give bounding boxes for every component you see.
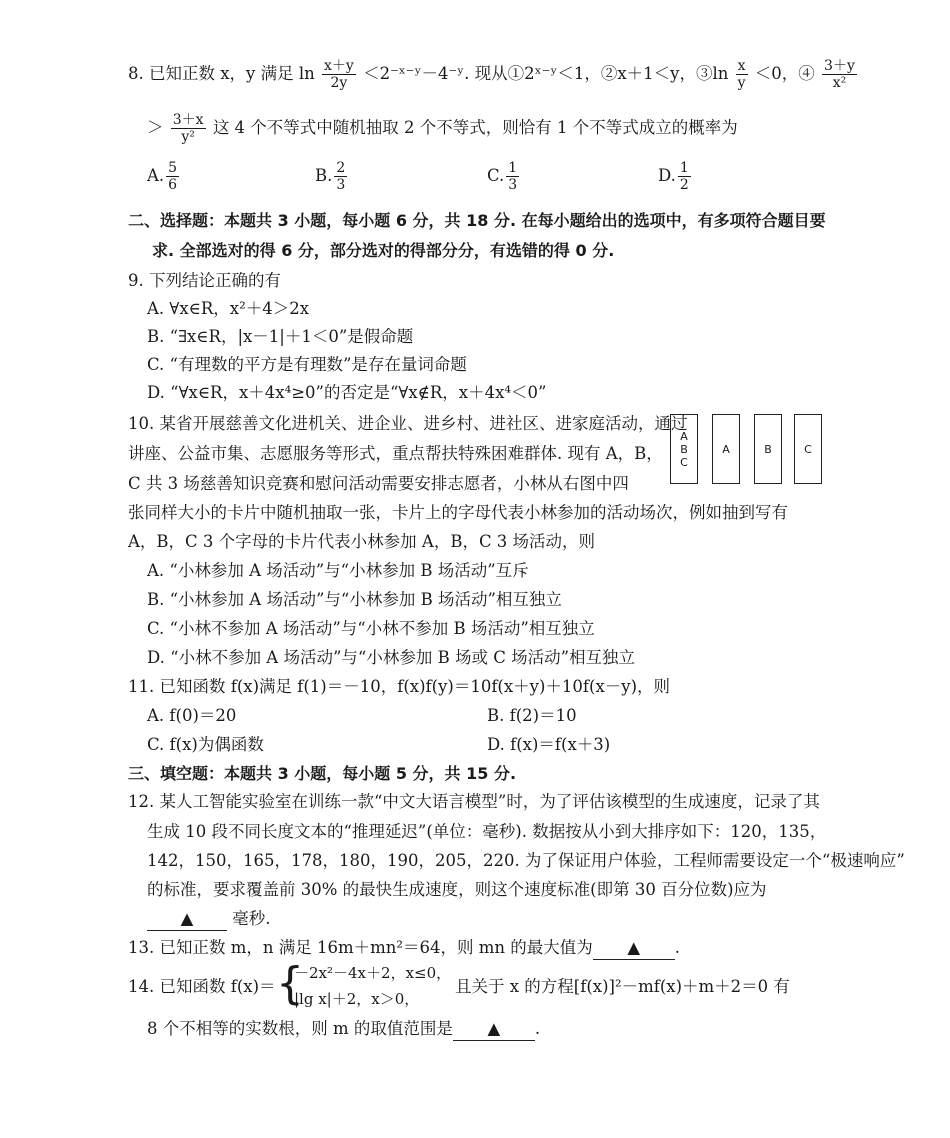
q13-line: 13. 已知正数 m，n 满足 16m＋mn²＝64，则 mn 的最大值为 ▲ . xyxy=(128,937,680,960)
q10-option-d: D. “小林不参加 A 场活动”与“小林参加 B 场或 C 场活动”相互独立 xyxy=(147,648,636,667)
piecewise-brace: { xyxy=(276,958,304,1009)
q12-line2: 生成 10 段不同长度文本的“推理延迟”(单位：毫秒). 数据按从小到大排序如下：120，135， xyxy=(147,822,827,841)
q8-text-e: 这 4 个不等式中随机抽取 2 个不等式，则恰有 1 个不等式成立的概率为 xyxy=(212,118,738,137)
q11-option-d: D. f(x)＝f(x＋3) xyxy=(487,735,611,754)
q9-option-b: B. “∃x∈R，|x－1|＋1＜0”是假命题 xyxy=(147,327,414,346)
q14-line2: 8 个不相等的实数根，则 m 的取值范围是 ▲ . xyxy=(147,1018,540,1041)
q12-line3: 142，150，165，178，180，190，205，220. 为了保证用户体验，工程师需要设定一个“极速响应” xyxy=(147,851,905,870)
q12-line5 xyxy=(147,908,271,931)
q12-unit: 毫秒. xyxy=(232,909,271,928)
q14-stem-b: 且关于 x 的方程[f(x)]²－mf(x)＋m＋2＝0 有 xyxy=(455,977,790,996)
q14-case-1: －2x²－4x＋2，x≤0， xyxy=(294,964,452,982)
q12-line4: 的标准，要求覆盖前 30% 的最快生成速度，则这个速度标准(即第 30 百分位数)应为 xyxy=(147,880,767,899)
card-abc: A B C xyxy=(670,414,698,484)
q10-line3: C 共 3 场慈善知识竞赛和慰问活动需要安排志愿者，小林从右图中四 xyxy=(128,474,629,493)
q11-option-a: A. f(0)＝20 xyxy=(147,706,237,725)
q8-fraction-1: $\frac{x+y}{2y}$ xyxy=(324,58,354,91)
q10-line2: 讲座、公益市集、志愿服务等形式，重点帮扶特殊困难群体. 现有 A，B， xyxy=(128,444,663,463)
q8-line2 xyxy=(147,112,738,145)
q8-option-d: D. $\frac{1}{2}$ xyxy=(658,160,689,193)
section3-heading: 三、填空题：本题共 3 小题，每小题 5 分，共 15 分. xyxy=(128,764,517,783)
q12-answer-blank[interactable]: ▲ xyxy=(147,908,227,931)
q10-line5: A，B，C 3 个字母的卡片代表小林参加 A，B，C 3 场活动，则 xyxy=(128,532,596,551)
q8-text-a: 8. 已知正数 x，y 满足 ln xyxy=(128,64,315,83)
q14-answer-blank[interactable]: ▲ xyxy=(453,1018,535,1041)
q8-text-d: ＞ xyxy=(147,118,164,137)
q8-text-c: ＜0，④ xyxy=(754,64,815,83)
q8-fraction-2: $\frac{x}{y}$ xyxy=(737,58,746,91)
q11-stem: 11. 已知函数 f(x)满足 f(1)＝－10，f(x)f(y)＝10f(x＋y)＋10f(x－y)，则 xyxy=(128,677,671,696)
q8-option-c: C. $\frac{1}{3}$ xyxy=(487,160,518,193)
q14-case-2: |lg x|＋2，x＞0， xyxy=(294,990,420,1008)
card-c: C xyxy=(794,414,822,484)
q11-option-c: C. f(x)为偶函数 xyxy=(147,735,264,754)
q9-option-d: D. “∀x∈R，x＋4x⁴≥0”的否定是“∀x∉R，x＋4x⁴＜0” xyxy=(147,383,547,402)
q10-option-c: C. “小林不参加 A 场活动”与“小林不参加 B 场活动”相互独立 xyxy=(147,619,595,638)
q13-stem: 13. 已知正数 m，n 满足 16m＋mn²＝64，则 mn 的最大值为 xyxy=(128,938,593,957)
q10-line1: 10. 某省开展慈善文化进机关、进企业、进乡村、进社区、进家庭活动，通过 xyxy=(128,414,688,433)
section2-heading: 二、选择题：本题共 3 小题，每小题 6 分，共 18 分. 在每小题给出的选项中，有多项符合题目要 xyxy=(128,211,826,230)
q8-text-b: ＜2⁻ˣ⁻ʸ－4⁻ʸ. 现从①2ˣ⁻ʸ＜1，②x＋1＜y，③ln xyxy=(363,64,729,83)
card-b: B xyxy=(754,414,782,484)
q10-option-b: B. “小林参加 A 场活动”与“小林参加 B 场活动”相互独立 xyxy=(147,590,562,609)
q14-stem-a: 14. 已知函数 f(x)＝ xyxy=(128,977,276,996)
card-a: A xyxy=(712,414,740,484)
q8-fraction-3: $\frac{3+y}{\text{x²}}$ xyxy=(824,58,855,91)
q8-line1 xyxy=(128,58,859,91)
section2-heading-cont: 求. 全部选对的得 6 分，部分选对的得部分分，有选错的得 0 分. xyxy=(152,241,615,260)
q10-option-a: A. “小林参加 A 场活动”与“小林参加 B 场活动”互斥 xyxy=(147,561,529,580)
q14-stem-c: 8 个不相等的实数根，则 m 的取值范围是 xyxy=(147,1019,453,1038)
q9-stem: 9. 下列结论正确的有 xyxy=(128,271,281,290)
q9-option-c: C. “有理数的平方是有理数”是存在量词命题 xyxy=(147,355,467,374)
q8-option-b: B. $\frac{2}{3}$ xyxy=(315,160,346,193)
q11-option-b: B. f(2)＝10 xyxy=(487,706,577,725)
q10-line4: 张同样大小的卡片中随机抽取一张，卡片上的字母代表小林参加的活动场次，例如抽到写有 xyxy=(128,503,788,522)
q13-answer-blank[interactable]: ▲ xyxy=(593,937,675,960)
q9-option-a: A. ∀x∈R，x²＋4＞2x xyxy=(147,299,310,318)
q8-fraction-4: $\frac{3+x}{\text{y²}}$ xyxy=(172,112,204,145)
q8-option-a: A. $\frac{5}{6}$ xyxy=(147,160,178,193)
q12-line1: 12. 某人工智能实验室在训练一款“中文大语言模型”时，为了评估该模型的生成速度，记录了其 xyxy=(128,792,820,811)
